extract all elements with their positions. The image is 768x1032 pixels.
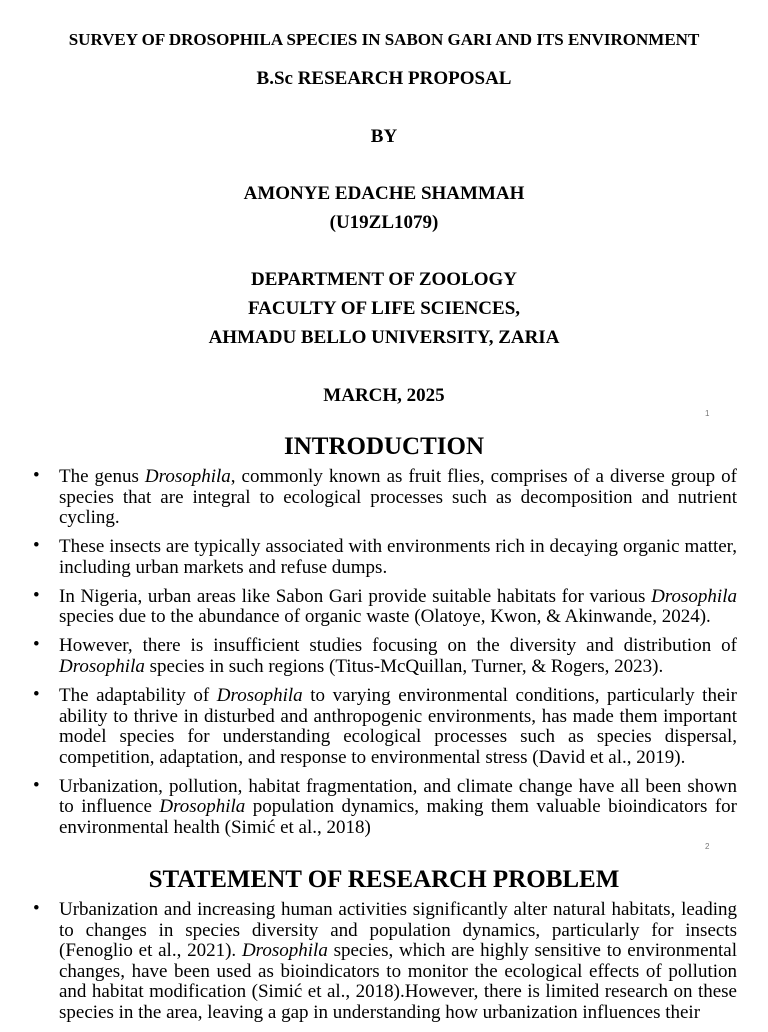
- author-name: AMONYE EDACHE SHAMMAH: [243, 183, 525, 204]
- bullet-text-pre: Urbanization and increasing human activities significantly alter natural habitats, leading to changes in species diversity and population dynamics, particularly for insects (Fenoglio et al., 2021).: [59, 899, 737, 962]
- genus-name: Drosophila: [59, 655, 145, 677]
- bullet-dot-icon: •: [33, 584, 40, 606]
- bullet-text-post: to varying environmental conditions, particularly their ability to thrive in disturbed and anthropogenic environments, has made them important model species for understanding ecological processes such as species dispersal, competition, adaptation, and response to environmental stress (David et al., 2019).: [59, 684, 737, 768]
- university-name: AHMADU BELLO UNIVERSITY, ZARIA: [208, 327, 560, 348]
- bullet-dot-icon: •: [33, 634, 40, 656]
- faculty-name: FACULTY OF LIFE SCIENCES,: [247, 298, 521, 319]
- bullet-text-pre: These insects are typically associated with environments rich in decaying organic matter, including urban markets and refuse dumps.: [59, 536, 737, 578]
- genus-name: Drosophila: [241, 940, 328, 962]
- bullet-text-post: species due to the abundance of organic waste (Olatoye, Kwon, & Akinwande, 2024).: [59, 606, 711, 628]
- page-number: 1: [705, 409, 710, 418]
- registration-number: (U19ZL1079): [329, 212, 439, 233]
- bullet-dot-icon: •: [33, 465, 40, 486]
- bullet-dot-icon: •: [33, 774, 40, 796]
- genus-name: Drosophila: [651, 585, 737, 607]
- bullet-text-pre: In Nigeria, urban areas like Sabon Gari provide suitable habitats for various: [59, 585, 652, 607]
- bullet-text: [59, 900, 737, 1024]
- page-number: 2: [705, 842, 710, 851]
- section-heading: STATEMENT OF RESEARCH PROBLEM: [148, 866, 620, 893]
- bullet-dot-icon: •: [33, 898, 40, 919]
- proposal-subtitle: B.Sc RESEARCH PROPOSAL: [256, 68, 512, 89]
- genus-name: Drosophila: [144, 466, 231, 487]
- bullet-text-pre: The genus: [59, 466, 145, 487]
- section-heading: INTRODUCTION: [283, 433, 485, 460]
- bullet-text-pre: The adaptability of: [59, 684, 217, 706]
- submission-date: MARCH, 2025: [323, 385, 445, 406]
- proposal-title: SURVEY OF DROSOPHILA SPECIES IN SABON GARI AND ITS ENVIRONMENT: [68, 30, 700, 49]
- bullet-text-post: population dynamics, making them valuable bioindicators for environmental health (Simić et al., 2018): [59, 796, 737, 838]
- by-label: BY: [370, 126, 398, 147]
- bullet-dot-icon: •: [33, 535, 40, 557]
- bullet-dot-icon: •: [33, 683, 40, 705]
- genus-name: Drosophila: [216, 684, 303, 706]
- bullet-text-post: , commonly known as fruit flies, comprises of a diverse group of species that are integral to ecological processes such as decomposition and nutrient cycling.: [59, 466, 738, 529]
- department-name: DEPARTMENT OF ZOOLOGY: [250, 269, 518, 290]
- bullet-text-pre: Urbanization, pollution, habitat fragmentation, and climate change have all been shown to influence: [59, 775, 737, 818]
- bullet-text-pre: However, there is insufficient studies focusing on the diversity and distribution of: [59, 635, 737, 657]
- problem-bullet-list: [0, 900, 768, 1032]
- genus-name: Drosophila: [159, 796, 246, 818]
- bullet-text-post: species in such regions (Titus-McQuillan, Turner, & Rogers, 2023).: [144, 655, 664, 677]
- bullet-item: [0, 900, 768, 1024]
- bullet-text-post: species, which are highly sensitive to environmental changes, have been used as bioindicators to monitor the ecological effects of pollution and habitat modification (Simić et al., 2018).However, there is limited research on these species in the area, leaving a gap in understanding how urbanization influences their: [59, 940, 737, 1023]
